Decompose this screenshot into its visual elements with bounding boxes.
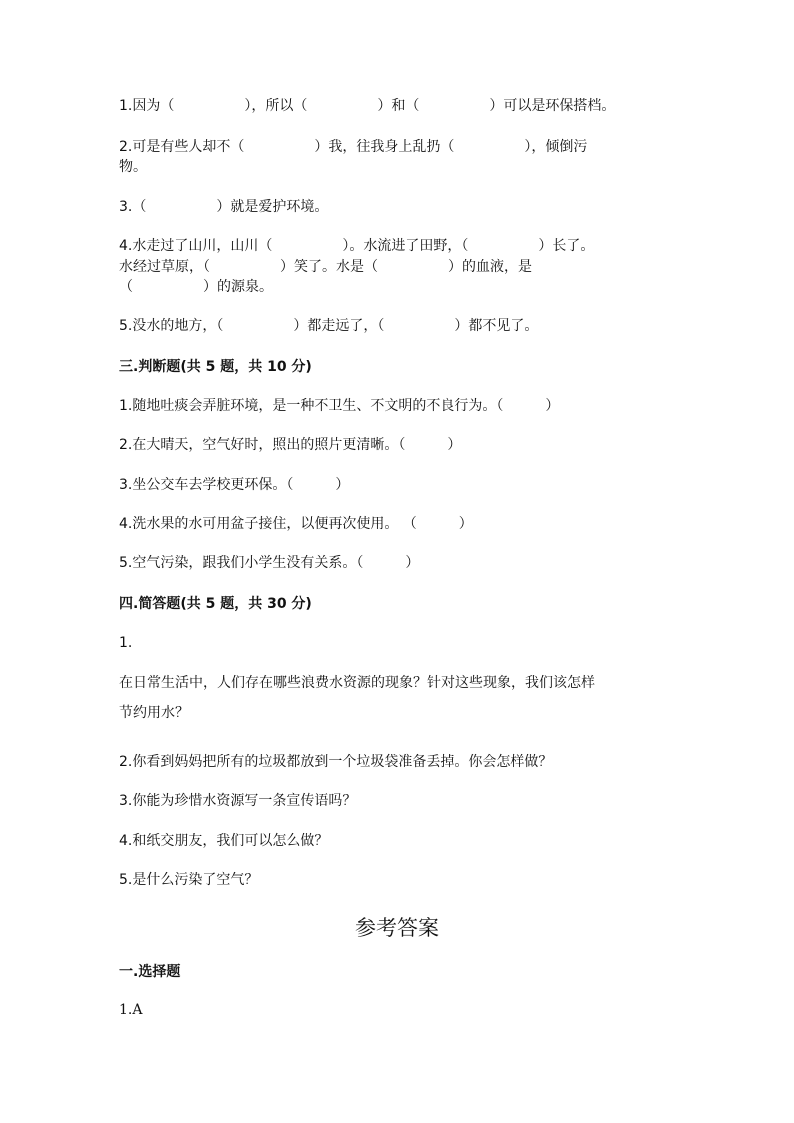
short-answer-question-3: 3.你能为珍惜水资源写一条宣传语吗？: [119, 793, 357, 809]
fill-blank-question-1: 1.因为（ ），所以（ ）和（ ）可以是环保搭档。: [119, 98, 616, 114]
answer-1: 1.A: [119, 1002, 143, 1018]
judge-question-3: 3.坐公交车去学校更环保。（ ）: [119, 477, 350, 493]
fill-blank-question-5: 5.没水的地方，（ ）都走远了，（ ）都不见了。: [119, 318, 539, 334]
answer-key-title: 参考答案: [355, 916, 439, 940]
section-3-title: 三.判断题(共 5 题，共 10 分): [119, 359, 312, 375]
section-4-title: 四.简答题(共 5 题，共 30 分): [119, 596, 312, 612]
fill-blank-question-4-line-3: （ ）的源泉。: [119, 279, 273, 295]
judge-question-1: 1.随地吐痰会弄脏环境，是一种不卫生、不文明的不良行为。（ ）: [119, 398, 560, 414]
short-answer-question-5: 5.是什么污染了空气？: [119, 872, 259, 888]
fill-blank-question-4-line-2: 水经过草原，（ ）笑了。水是（ ）的血液，是: [119, 259, 532, 275]
short-answer-question-1-line-2: 节约用水？: [119, 705, 189, 721]
short-answer-question-1-number: 1.: [119, 635, 133, 651]
judge-question-2: 2.在大晴天，空气好时，照出的照片更清晰。（ ）: [119, 437, 462, 453]
judge-question-4: 4.洗水果的水可用盆子接住，以便再次使用。 （ ）: [119, 516, 473, 532]
answer-section-1-title: 一.选择题: [119, 964, 181, 980]
short-answer-question-1-line-1: 在日常生活中，人们存在哪些浪费水资源的现象？针对这些现象，我们该怎样: [119, 675, 595, 691]
short-answer-question-4: 4.和纸交朋友，我们可以怎么做？: [119, 833, 329, 849]
fill-blank-question-3: 3.（ ）就是爱护环境。: [119, 199, 329, 215]
fill-blank-question-4-line-1: 4.水走过了山川，山川（ ）。水流进了田野，（ ）长了。: [119, 238, 595, 254]
fill-blank-question-2-line-2: 物。: [119, 159, 147, 175]
fill-blank-question-2-line-1: 2.可是有些人却不（ ）我，往我身上乱扔（ ），倾倒污: [119, 139, 588, 155]
judge-question-5: 5.空气污染，跟我们小学生没有关系。（ ）: [119, 555, 420, 571]
short-answer-question-2: 2.你看到妈妈把所有的垃圾都放到一个垃圾袋准备丢掉。你会怎样做？: [119, 754, 553, 770]
